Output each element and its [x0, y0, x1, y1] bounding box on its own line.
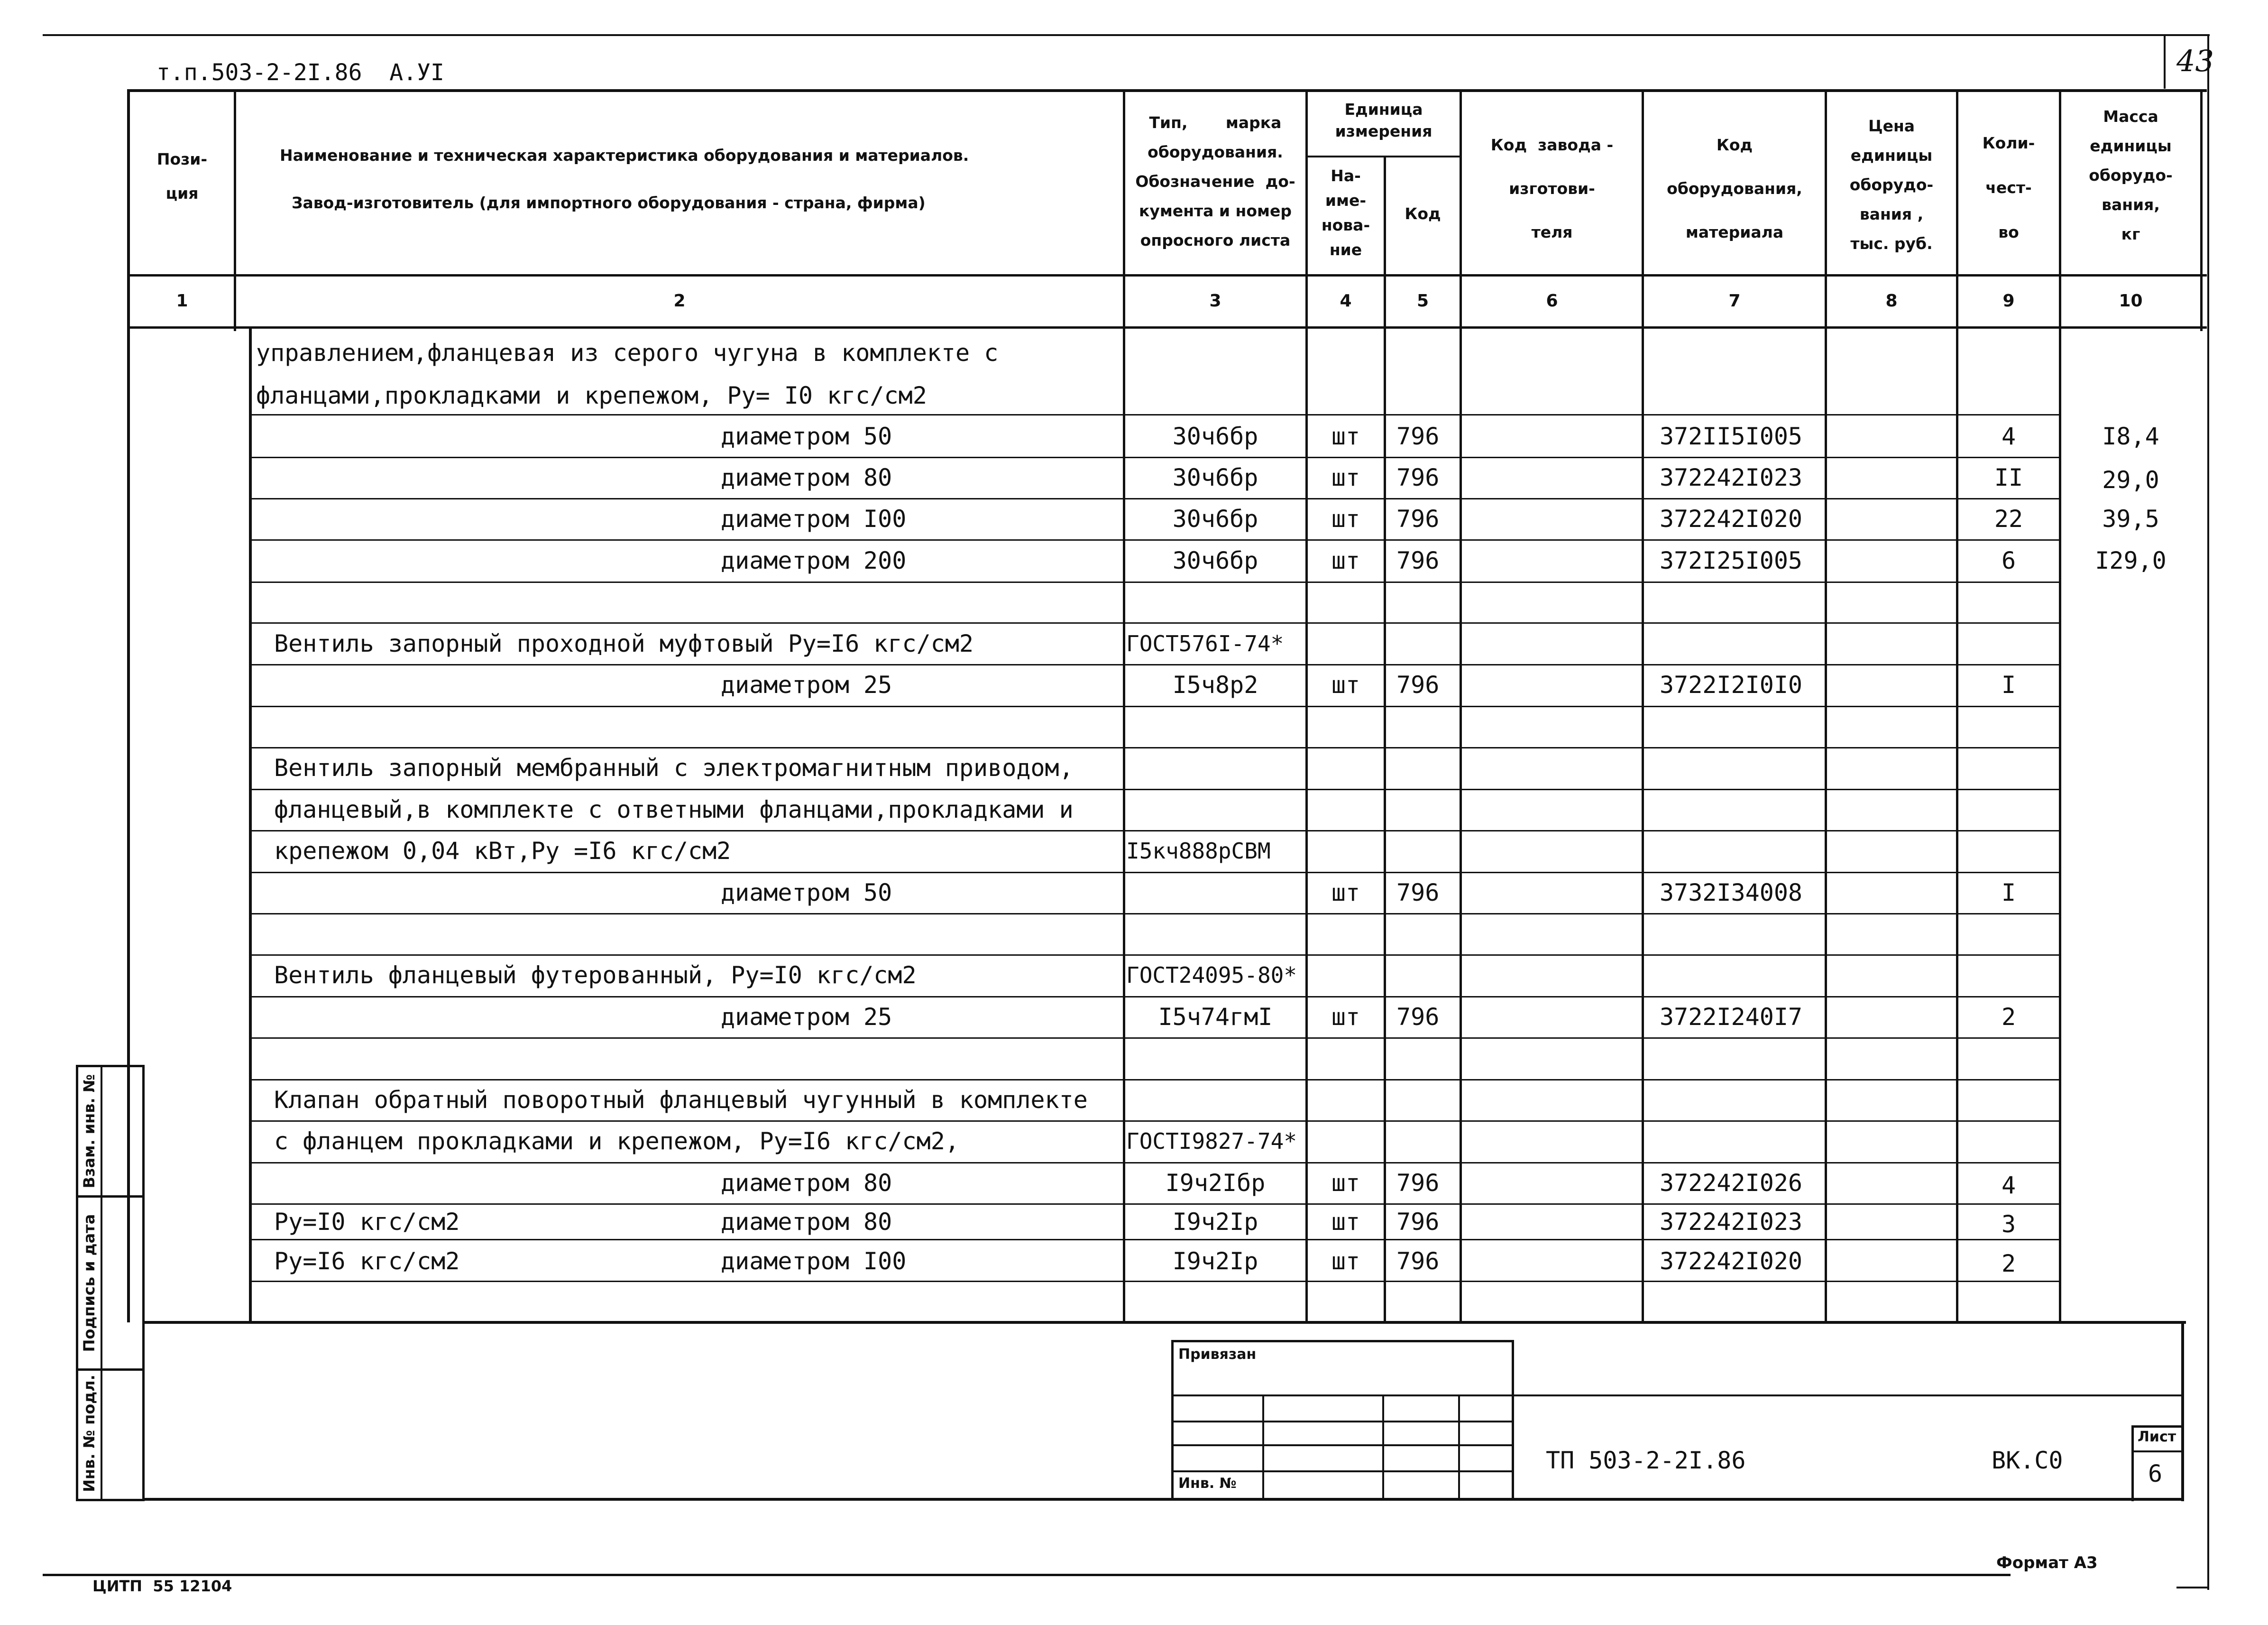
col1-header: [130, 142, 234, 211]
col6-line3: теля: [1531, 223, 1573, 241]
row-unit: шт: [1331, 547, 1360, 574]
row-equip-code: 3722I240I7: [1660, 1003, 1803, 1031]
col10-line4: вания,: [2102, 195, 2160, 214]
colnum-7: 7: [1728, 291, 1741, 311]
col4-line4: ние: [1329, 240, 1362, 259]
format-label: Формат А3: [1996, 1553, 2098, 1572]
row-code: 796: [1396, 423, 1440, 450]
privyazan-label: Привязан: [1178, 1346, 1257, 1363]
row-type: ГОСТ576I-74*: [1126, 631, 1284, 656]
row-type: I5кч888рСВМ: [1126, 838, 1271, 864]
row-type: ГОСТ24095-80*: [1126, 962, 1297, 988]
row-unit: шт: [1331, 1169, 1360, 1197]
row-type: I5ч8р2: [1172, 671, 1258, 699]
row-text: диаметром 80: [721, 464, 892, 491]
col4-line2: име-: [1325, 191, 1367, 210]
col3-header: [1125, 108, 1305, 255]
row-code: 796: [1396, 879, 1440, 906]
row-code: 796: [1396, 671, 1440, 699]
row-qty: II: [1994, 464, 2023, 491]
col3-line3: Обозначение до-: [1135, 172, 1295, 191]
row-text-2: диаметром 80: [721, 1208, 892, 1236]
row-unit: шт: [1331, 671, 1360, 699]
row-code: 796: [1396, 1003, 1440, 1031]
colnum-1: 1: [176, 291, 188, 311]
row-text: диаметром 200: [721, 547, 907, 574]
col1-line1: Пози-: [156, 150, 208, 168]
row-type: 30ч6бр: [1172, 505, 1258, 533]
row-text: диаметром 50: [721, 423, 892, 450]
row-mass: I29,0: [2095, 547, 2167, 574]
page-number: 43: [2176, 44, 2214, 78]
col8-line2: единицы: [1850, 146, 1933, 165]
col4-line3: нова-: [1321, 216, 1370, 234]
header-code: т.п.503-2-2I.86 А.УI: [156, 59, 444, 86]
row-text: Ру=I0 кгс/см2: [274, 1208, 460, 1236]
col8-line1: Цена: [1868, 117, 1915, 135]
row-type: ГОСТI9827-74*: [1126, 1128, 1297, 1154]
row-text: Вентиль фланцевый футерованный, Ру=I0 кгс/см2: [274, 961, 917, 989]
col2-line1: Наименование и техническая характеристика оборудования и материалов.: [280, 146, 969, 165]
col9-header: [1958, 121, 2059, 255]
row-text-2: диаметром I00: [721, 1247, 907, 1275]
col4-line1: На-: [1331, 166, 1361, 185]
col3-line1: Тип, марка: [1149, 113, 1282, 132]
row-qty: 4: [2001, 423, 2016, 450]
row-type: 30ч6бр: [1172, 423, 1258, 450]
row-unit: шт: [1331, 1247, 1360, 1275]
sheet-number: 6: [2148, 1460, 2163, 1487]
col2-line2: Завод-изготовитель (для импортного оборудования - страна, фирма): [292, 194, 926, 212]
row-equip-code: 372242I023: [1660, 1208, 1803, 1236]
colnum-3: 3: [1209, 291, 1221, 311]
inv-no-label: Инв. №: [1178, 1475, 1237, 1492]
row-mass: 29,0: [2102, 466, 2159, 494]
row-type: I9ч2Iр: [1172, 1247, 1258, 1275]
col7-line2: оборудования,: [1667, 179, 1802, 198]
doc-code: ТП 503-2-2I.86: [1546, 1447, 1746, 1474]
row-code: 796: [1396, 1208, 1440, 1236]
colnum-9: 9: [2002, 291, 2015, 311]
col6-line1: Код завода -: [1490, 136, 1614, 154]
row-unit: шт: [1331, 1208, 1360, 1236]
row-text: Вентиль запорный мембранный с электромагнитным приводом,: [274, 754, 1074, 782]
stamp-podpis: Подпись и дата: [80, 1214, 98, 1352]
colnum-2: 2: [673, 291, 686, 311]
row-text: фланцами,прокладками и крепежом, Ру= I0 кгс/см2: [256, 382, 927, 409]
row-type: I5ч74гмI: [1158, 1003, 1273, 1031]
row-qty: I: [2001, 671, 2016, 699]
row-equip-code: 3722I2I0I0: [1660, 671, 1803, 699]
row-unit: шт: [1331, 1003, 1360, 1031]
col10-line2: единицы: [2090, 137, 2172, 155]
col1-line2: ция: [165, 184, 199, 203]
col8-line5: тыс. руб.: [1850, 234, 1933, 253]
row-qty: 3: [2001, 1210, 2016, 1238]
row-text: диаметром 25: [721, 1003, 892, 1031]
col7-line1: Код: [1716, 136, 1753, 154]
row-text: диаметром 50: [721, 879, 892, 906]
col10-line5: кг: [2121, 225, 2140, 243]
col5-line1: Код: [1405, 204, 1441, 223]
row-mass: 39,5: [2102, 505, 2159, 533]
col3-line5: опросного листа: [1140, 231, 1291, 249]
row-qty: 6: [2001, 547, 2016, 574]
row-code: 796: [1396, 1169, 1440, 1197]
col10-line1: Масса: [2103, 107, 2158, 126]
row-qty: I: [2001, 879, 2016, 906]
sheet-label: Лист: [2138, 1429, 2176, 1445]
colnum-10: 10: [2119, 291, 2143, 311]
row-text: Клапан обратный поворотный фланцевый чугунный в комплекте: [274, 1086, 1088, 1114]
row-code: 796: [1396, 547, 1440, 574]
row-text: фланцевый,в комплекте с ответными фланцами,прокладками и: [274, 796, 1074, 823]
col9-line2: чест-: [1985, 178, 2032, 197]
row-unit: шт: [1331, 464, 1360, 491]
col6-header: [1462, 123, 1642, 254]
col5-header: [1386, 199, 1460, 229]
row-type: I9ч2Iбр: [1165, 1169, 1266, 1197]
colnum-5: 5: [1416, 291, 1429, 311]
row-text: Ру=I6 кгс/см2: [274, 1247, 460, 1275]
row-text: Вентиль запорный проходной муфтовый Ру=I6 кгс/см2: [274, 630, 974, 657]
col10-header: [2061, 102, 2200, 249]
row-text: с фланцем прокладками и крепежом, Ру=I6 кгс/см2,: [274, 1127, 959, 1155]
stamp-inv: Инв. № подл.: [80, 1375, 98, 1492]
col9-line1: Коли-: [1982, 134, 2035, 152]
row-unit: шт: [1331, 423, 1360, 450]
row-unit: шт: [1331, 505, 1360, 533]
colnum-4: 4: [1340, 291, 1352, 311]
row-equip-code: 372242I020: [1660, 1247, 1803, 1275]
row-equip-code: 372242I020: [1660, 505, 1803, 533]
row-type: 30ч6бр: [1172, 464, 1258, 491]
colnum-6: 6: [1546, 291, 1558, 311]
row-equip-code: 372242I026: [1660, 1169, 1803, 1197]
col3-line2: оборудования.: [1148, 143, 1283, 161]
col2-header: [247, 132, 1114, 227]
col6-line2: изготови-: [1509, 179, 1595, 198]
row-code: 796: [1396, 464, 1440, 491]
row-unit: шт: [1331, 879, 1360, 906]
row-text: крепежом 0,04 кВт,Ру =I6 кгс/см2: [274, 837, 731, 865]
row-text: диаметром I00: [721, 505, 907, 533]
col8-header: [1827, 111, 1956, 259]
stamp-vzam: Взам. инв. №: [80, 1074, 98, 1189]
col4-header: [1308, 164, 1384, 262]
bottom-left-code: ЦИТП 55 12104: [92, 1577, 232, 1595]
row-qty: 22: [1994, 505, 2023, 533]
col45-line2: измерения: [1335, 122, 1432, 140]
col8-line4: вания ,: [1859, 205, 1924, 223]
row-text: управлением,фланцевая из серого чугуна в комплекте с: [256, 339, 999, 367]
row-qty: 2: [2001, 1003, 2016, 1031]
row-text: диаметром 80: [721, 1169, 892, 1197]
row-code: 796: [1396, 1247, 1440, 1275]
col10-line3: оборудо-: [2089, 166, 2173, 185]
row-qty: 2: [2001, 1250, 2016, 1277]
row-equip-code: 372I25I005: [1660, 547, 1803, 574]
col9-line3: во: [1998, 223, 2019, 241]
col45-line1: Единица: [1344, 100, 1423, 119]
row-text: диаметром 25: [721, 671, 892, 699]
row-type: 30ч6бр: [1172, 547, 1258, 574]
row-type: I9ч2Iр: [1172, 1208, 1258, 1236]
col3-line4: кумента и номер: [1139, 202, 1292, 220]
row-mass: I8,4: [2102, 423, 2159, 450]
col45-header: [1308, 99, 1460, 142]
colnum-8: 8: [1885, 291, 1898, 311]
row-equip-code: 372II5I005: [1660, 423, 1803, 450]
col8-line3: оборудо-: [1849, 175, 1934, 194]
col7-header: [1644, 123, 1825, 254]
row-code: 796: [1396, 505, 1440, 533]
col7-line3: материала: [1685, 223, 1784, 241]
doc-mark: ВК.С0: [1992, 1447, 2063, 1474]
row-equip-code: 3732I34008: [1660, 879, 1803, 906]
row-equip-code: 372242I023: [1660, 464, 1803, 491]
row-qty: 4: [2001, 1172, 2016, 1199]
